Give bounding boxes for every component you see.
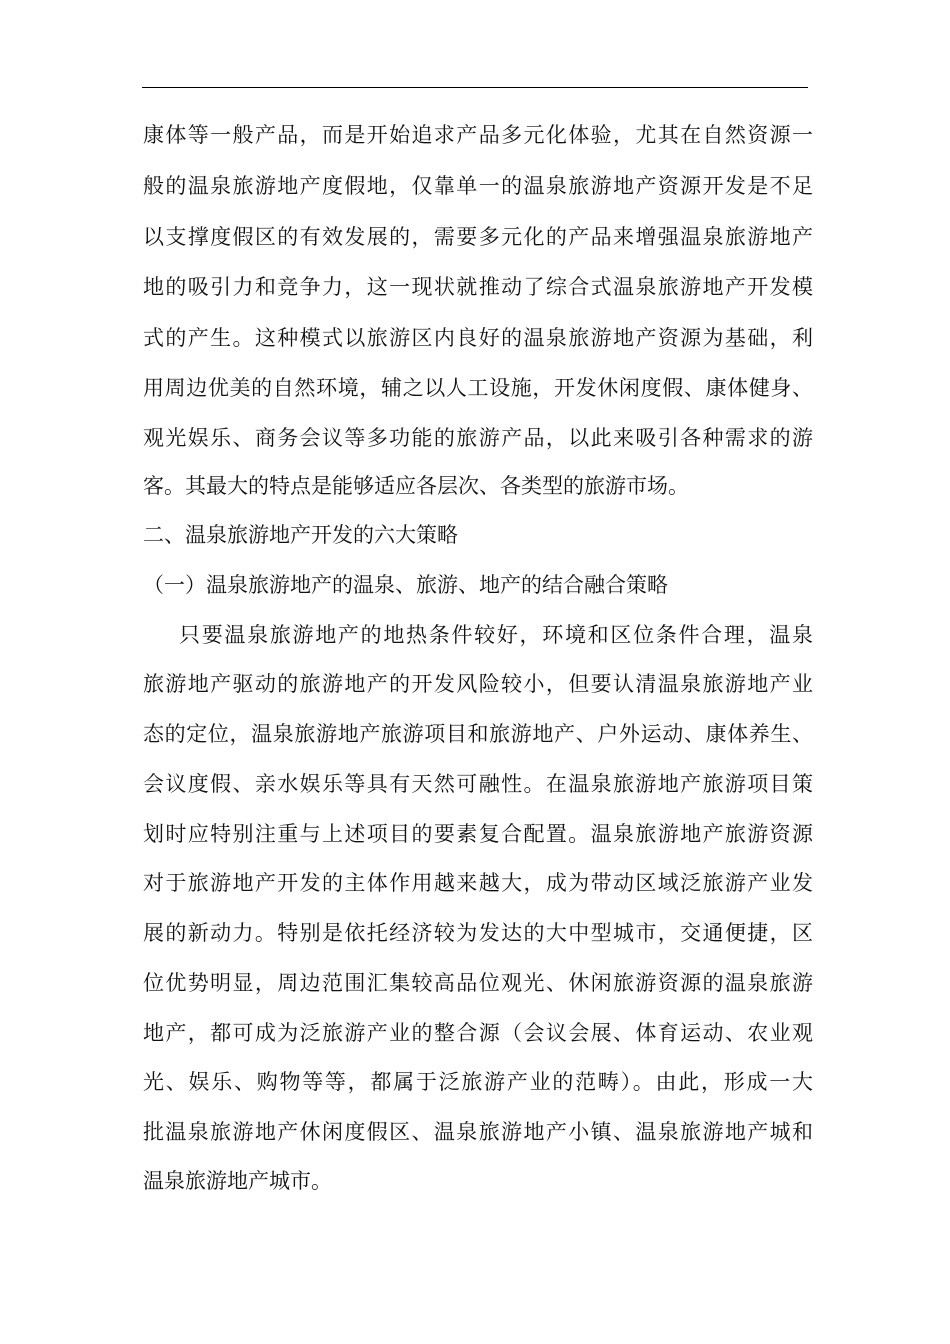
paragraph-line-8: 客。其最大的特点是能够适应各层次、各类型的旅游市场。 <box>143 474 689 498</box>
paragraph-line-1: 康体等一般产品，而是开始追求产品多元化体验，尤其在自然资源一 <box>143 123 813 147</box>
paragraph2-line-4: 会议度假、亲水娱乐等具有天然可融性。在温泉旅游地产旅游项目策 <box>143 772 813 796</box>
paragraph-line-4: 地的吸引力和竞争力，这一现状就推动了综合式温泉旅游地产开发模 <box>143 275 813 299</box>
paragraph2-line-10: 光、娱乐、购物等等，都属于泛旅游产业的范畴）。由此，形成一大 <box>143 1070 813 1094</box>
paragraph-line-7: 观光娱乐、商务会议等多功能的旅游产品，以此来吸引各种需求的游 <box>143 426 813 450</box>
paragraph2-line-2: 旅游地产驱动的旅游地产的开发风险较小，但要认清温泉旅游地产业 <box>143 672 813 696</box>
paragraph-line-3: 以支撑度假区的有效发展的，需要多元化的产品来增强温泉旅游地产 <box>143 225 813 249</box>
paragraph2-line-6: 对于旅游地产开发的主体作用越来越大，成为带动区域泛旅游产业发 <box>143 871 813 895</box>
paragraph-line-6: 用周边优美的自然环境，辅之以人工设施，开发休闲度假、康体健身、 <box>143 376 813 400</box>
subsection-heading: （一）温泉旅游地产的温泉、旅游、地产的结合融合策略 <box>143 573 668 597</box>
paragraph2-line-12: 温泉旅游地产城市。 <box>143 1169 332 1193</box>
paragraph2-line-3: 态的定位，温泉旅游地产旅游项目和旅游地产、户外运动、康体养生、 <box>143 722 813 746</box>
paragraph2-line-9: 地产，都可成为泛旅游产业的整合源（会议会展、体育运动、农业观 <box>143 1021 813 1045</box>
header-rule <box>142 87 808 88</box>
paragraph2-line-7: 展的新动力。特别是依托经济较为发达的大中型城市，交通便捷，区 <box>143 921 813 945</box>
section-heading: 二、温泉旅游地产开发的六大策略 <box>143 523 458 547</box>
paragraph2-line-5: 划时应特别注重与上述项目的要素复合配置。温泉旅游地产旅游资源 <box>143 822 813 846</box>
paragraph2-line-11: 批温泉旅游地产休闲度假区、温泉旅游地产小镇、温泉旅游地产城和 <box>143 1120 813 1144</box>
paragraph2-line-1: 只要温泉旅游地产的地热条件较好，环境和区位条件合理，温泉 <box>179 623 813 647</box>
paragraph-line-2: 般的温泉旅游地产度假地，仅靠单一的温泉旅游地产资源开发是不足 <box>143 174 813 198</box>
paragraph-line-5: 式的产生。这种模式以旅游区内良好的温泉旅游地产资源为基础，利 <box>143 326 813 350</box>
paragraph2-line-8: 位优势明显，周边范围汇集较高品位观光、休闲旅游资源的温泉旅游 <box>143 971 813 995</box>
